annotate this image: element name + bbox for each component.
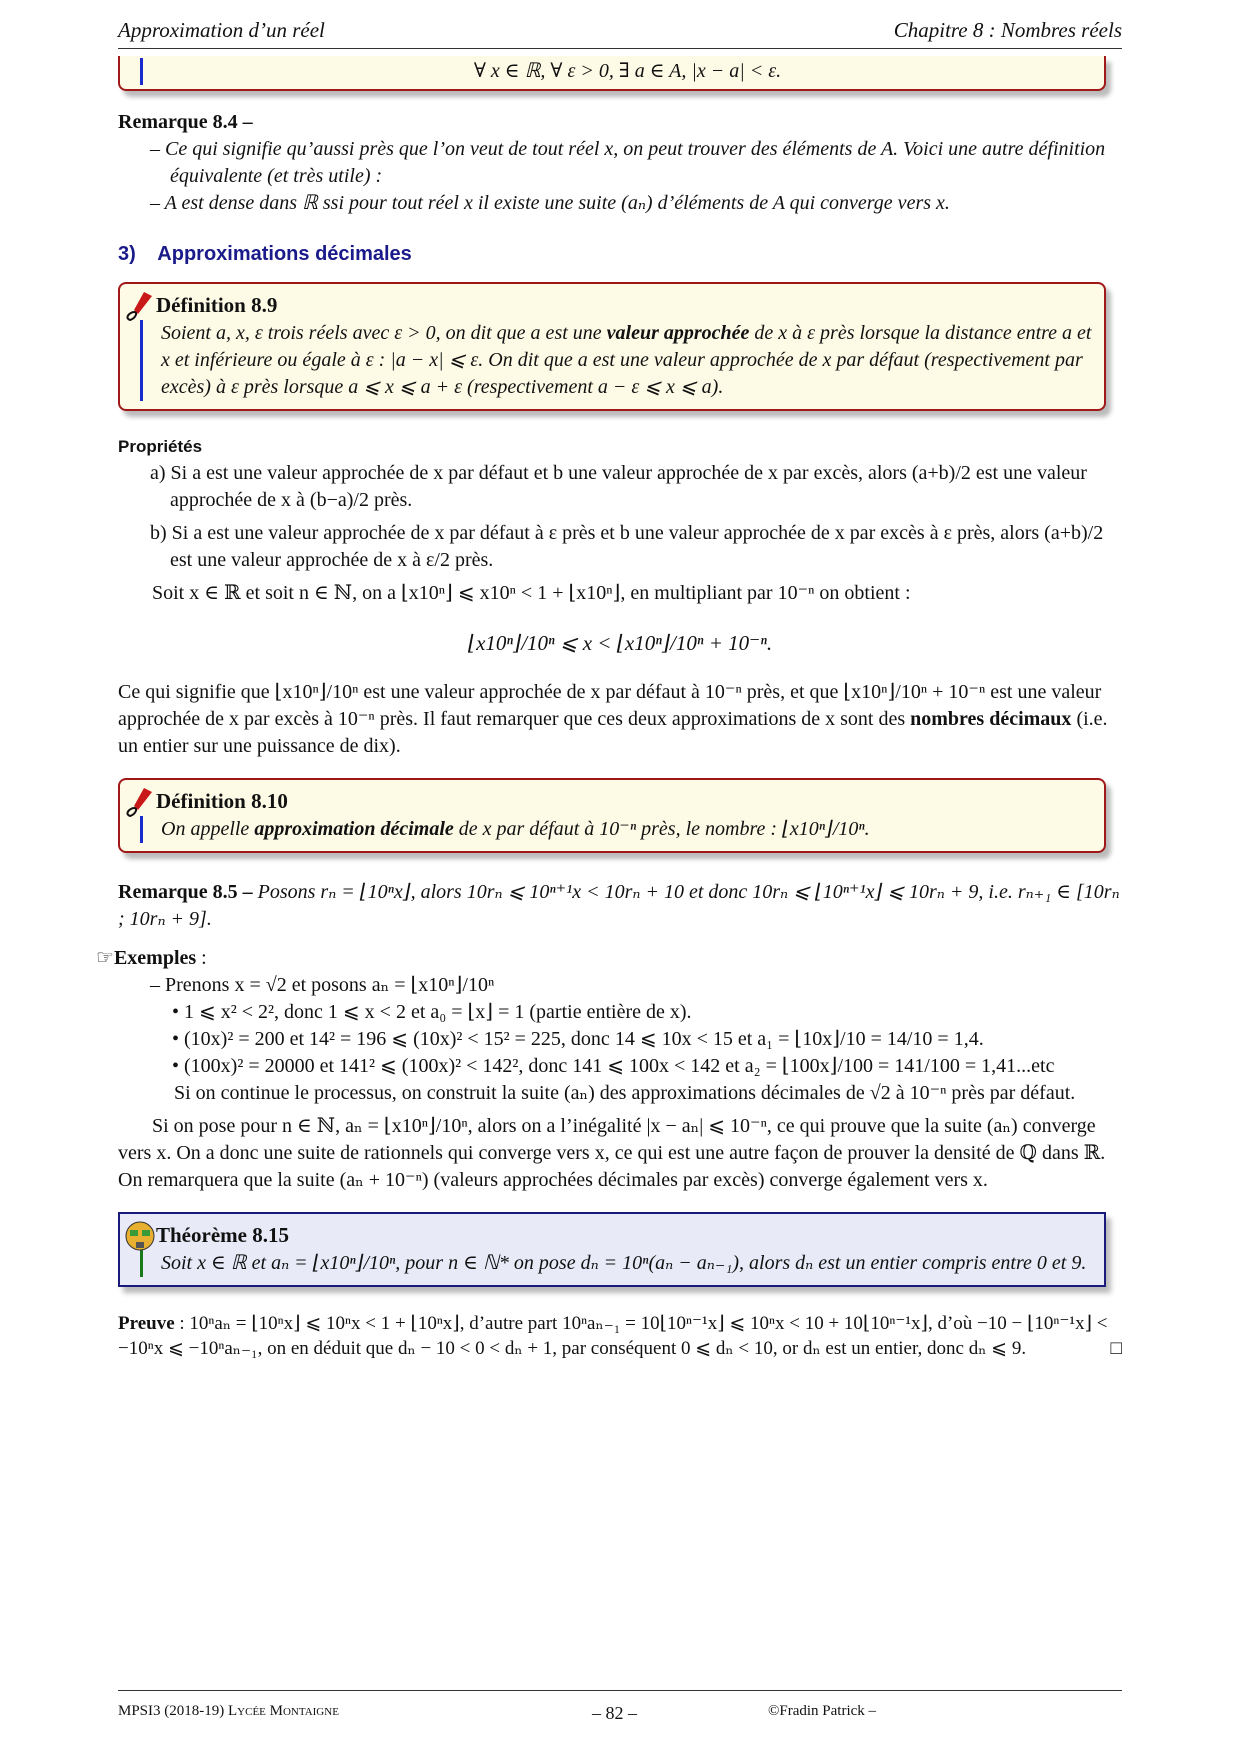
text: On appelle [161, 818, 255, 840]
header-right: Chapitre 8 : Nombres réels [893, 18, 1122, 42]
remarque-text: Posons rₙ = ⌊10ⁿx⌋, alors 10rₙ ⩽ 10ⁿ⁺¹x < 10rₙ + 10 et donc 10rₙ ⩽ ⌊10ⁿ⁺¹x⌋ ⩽ 10rₙ + 9, i.e. rₙ₊₁ ∈ [10rₙ ; 10rₙ + 9]. [118, 881, 1120, 930]
definition-8-10 [118, 778, 1106, 853]
definition-body [140, 320, 1094, 401]
preuve [118, 1311, 1122, 1361]
remarque-8-4 [118, 109, 1122, 217]
definition-body [140, 816, 1094, 843]
text: Soient a, x, ε trois réels avec ε > 0, on dit que a est une [161, 322, 607, 344]
remarque-item: – A est dense dans ℝ ssi pour tout réel x il existe une suite (aₙ) d’éléments de A qui converge vers x. [150, 192, 950, 214]
soit-paragraph: Soit x ∈ ℝ et soit n ∈ ℕ, on a ⌊x10ⁿ⌋ ⩽ x10ⁿ < 1 + ⌊x10ⁿ⌋, en multipliant par 10⁻ⁿ on obtient : [152, 582, 911, 604]
density-box [118, 56, 1106, 91]
preuve-text: : 10ⁿaₙ = ⌊10ⁿx⌋ ⩽ 10ⁿx < 1 + ⌊10ⁿx⌋, d’autre part 10ⁿaₙ₋₁ = 10⌊10ⁿ⁻¹x⌋ ⩽ 10ⁿx < 10 + 10⌊10ⁿ⁻¹x⌋, d’où −10 − ⌊10ⁿ⁻¹x⌋ < −10ⁿx ⩽ −10ⁿaₙ₋₁, on en déduit que dₙ − 10 < 0 < dₙ + 1, par conséquent 0 ⩽ dₙ < 10, or dₙ est un entier, donc dₙ ⩽ 9. [118, 1313, 1108, 1359]
theoreme-8-15 [118, 1212, 1106, 1287]
exemples-title: Exemples [113, 947, 197, 969]
text: Ce qui signifie que ⌊x10ⁿ⌋/10ⁿ est une valeur approchée de x par défaut à 10⁻ⁿ près, et que ⌊x10ⁿ⌋/10ⁿ + 10⁻ⁿ est une valeur approchée de x par excès à 10⁻ⁿ près. Il faut remarquer que ces deux approximations de x sont des [118, 681, 1102, 730]
proprietes [118, 433, 1122, 574]
remarque-title: Remarque 8.4 – [118, 111, 253, 133]
si-on-pose-paragraph: Si on pose pour n ∈ ℕ, aₙ = ⌊x10ⁿ⌋/10ⁿ, alors on a l’inégalité |x − aₙ| ⩽ 10⁻ⁿ, ce qui prouve que la suite (aₙ) converge vers x. On a donc une suite de rationnels qui converge vers x, ce qui est une autre façon de prouver la densité de ℚ dans ℝ. On remarquera que la suite (aₙ + 10⁻ⁿ) (valeurs approchées décimales par excès) converge également vers x. [118, 1115, 1106, 1191]
continue-text: Si on continue le processus, on construit la suite (aₙ) des approximations décimales de √2 à 10⁻ⁿ près par défaut. [174, 1082, 1076, 1104]
definition-8-9 [118, 282, 1106, 411]
qed-symbol: □ [1110, 1338, 1122, 1359]
theorem-title: Théorème 8.15 [156, 1223, 289, 1247]
definition-title: Définition 8.9 [156, 293, 278, 317]
display-equation: ⌊x10ⁿ⌋/10ⁿ ⩽ x < ⌊x10ⁿ⌋/10ⁿ + 10⁻ⁿ. [467, 631, 773, 655]
term: nombres décimaux [910, 708, 1072, 730]
exemples [96, 945, 1122, 1107]
section-title: Approximations décimales [157, 243, 412, 265]
page [96, 0, 1122, 1754]
propriete-b: b) Si a est une valeur approchée de x par défaut à ε près et b une valeur approchée de x par excès à ε près, alors (a+b)/2 est une valeur approchée de x à ε/2 près. [150, 522, 1104, 571]
definition-title: Définition 8.10 [156, 789, 288, 813]
density-formula: ∀ x ∈ ℝ, ∀ ε > 0, ∃ a ∈ A, |x − a| < ε. [140, 58, 1094, 85]
propriete-a: a) Si a est une valeur approchée de x par défaut et b une valeur approchée de x par excès, alors (a+b)/2 est une valeur approchée de x à (b−a)/2 près. [150, 462, 1087, 511]
section-number: 3) [118, 243, 136, 265]
page-body [96, 56, 1122, 1361]
bullet-item: • (10x)² = 200 et 14² = 196 ⩽ (10x)² < 15² = 225, donc 14 ⩽ 10x < 15 et a₁ = ⌊10x⌋/10 = 14/10 = 1,4. [172, 1028, 984, 1050]
term: valeur approchée [606, 322, 750, 344]
section-heading [118, 241, 1122, 268]
text: (i.e. un entier sur une puissance de dix). [118, 708, 1108, 757]
ce-qui-paragraph [118, 679, 1122, 760]
exemple-item: – Prenons x = √2 et posons aₙ = ⌊x10ⁿ⌋/10ⁿ [150, 974, 495, 996]
bullet-item: • (100x)² = 20000 et 141² ⩽ (100x)² < 142², donc 141 ⩽ 100x < 142 et a₂ = ⌊100x⌋/100 = 141/100 = 1,41...etc [172, 1055, 1055, 1077]
page-footer [118, 1690, 1122, 1727]
remarque-8-5 [118, 879, 1122, 933]
pointing-hand-icon: ☞ [96, 947, 114, 969]
header-left: Approximation d’un réel [118, 18, 325, 42]
remarque-item: – Ce qui signifie qu’aussi près que l’on veut de tout réel x, on peut trouver des éléments de A. Voici une autre définition équivalente (et très utile) : [150, 138, 1106, 187]
colon: : [196, 947, 207, 969]
preuve-title: Preuve [118, 1313, 175, 1334]
term: approximation décimale [254, 818, 454, 840]
text: de x à ε près lorsque la distance entre a et x et inférieure ou égale à ε : |a − x| ⩽ ε. On dit que a est une valeur approchée de x par défaut (respectivement par excès) à ε près lorsque a ⩽ x ⩽ a + ε (respectivement a − ε ⩽ x ⩽ a). [161, 322, 1092, 398]
page-number: – 82 – [592, 1703, 637, 1723]
proprietes-title: Propriétés [118, 437, 203, 456]
remarque-title: Remarque 8.5 – [118, 881, 253, 903]
footer-left: MPSI3 (2018-19) Lycée Montaigne [118, 1703, 339, 1719]
exemples-heading [96, 945, 1122, 972]
page-header [118, 18, 1122, 49]
text: de x par défaut à 10⁻ⁿ près, le nombre : ⌊x10ⁿ⌋/10ⁿ. [453, 818, 870, 840]
footer-right: ©Fradin Patrick – [768, 1703, 877, 1719]
bullet-item: • 1 ⩽ x² < 2², donc 1 ⩽ x < 2 et a₀ = ⌊x⌋ = 1 (partie entière de x). [172, 1001, 692, 1023]
theorem-body: Soit x ∈ ℝ et aₙ = ⌊x10ⁿ⌋/10ⁿ, pour n ∈ ℕ* on pose dₙ = 10ⁿ(aₙ − aₙ₋₁), alors dₙ est un entier compris entre 0 et 9. [140, 1250, 1094, 1277]
